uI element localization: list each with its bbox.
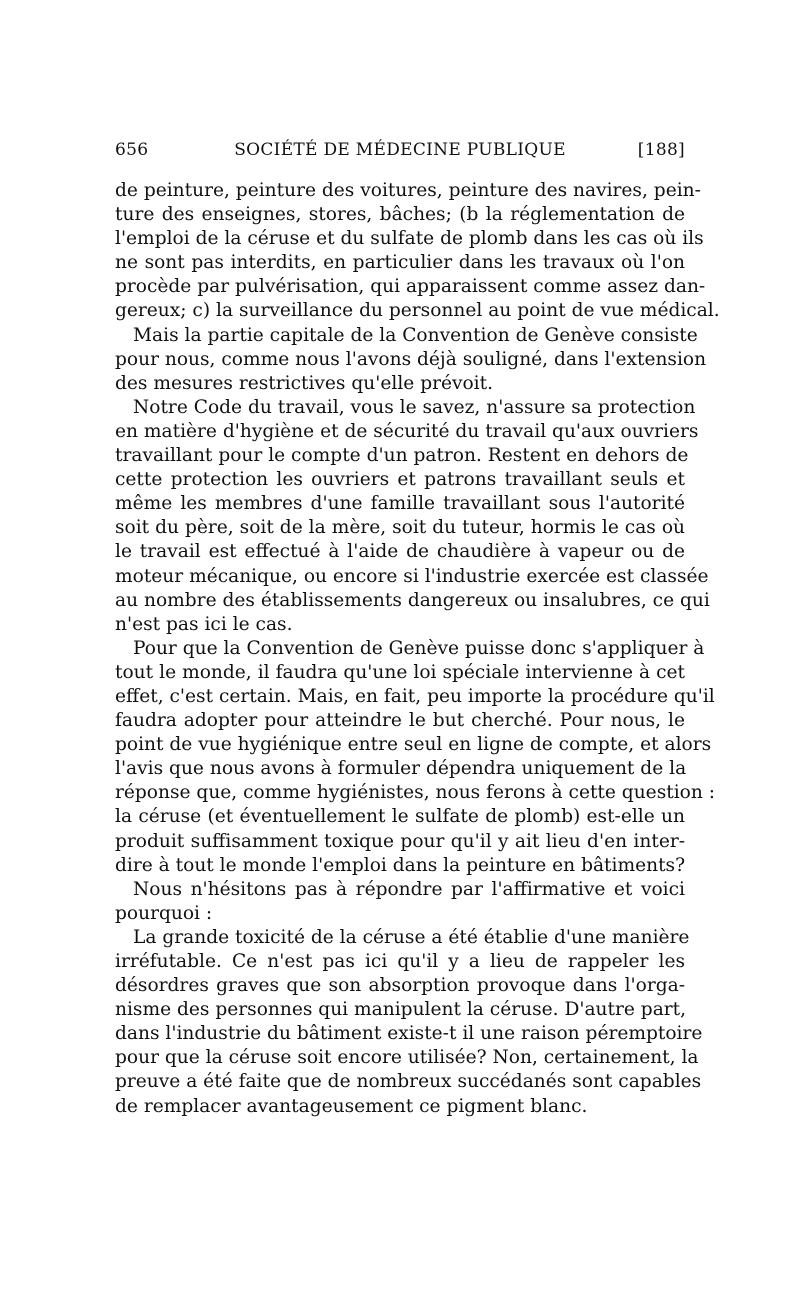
text-line: La grande toxicité de la céruse a été établie d'une manière bbox=[133, 926, 690, 948]
text-line: l'emploi de la céruse et du sulfate de plomb dans les cas où ils bbox=[115, 228, 704, 250]
text-line: la céruse (et éventuellement le sulfate de plomb) est-elle un bbox=[115, 806, 685, 828]
text-line: réponse que, comme hygiénistes, nous ferons à cette question : bbox=[115, 782, 715, 804]
text-line: travaillant pour le compte d'un patron. Restent en dehors de bbox=[115, 445, 689, 467]
text-line: même les membres d'une famille travaillant sous l'autorité bbox=[115, 493, 685, 515]
text-line: au nombre des établissements dangereux ou insalubres, ce qui bbox=[115, 589, 710, 611]
paragraph bbox=[115, 179, 720, 324]
text-line: pour que la céruse soit encore utilisée? Non, certainement, la bbox=[115, 1047, 699, 1069]
paragraph bbox=[115, 878, 685, 926]
bracketed-page-number: [188] bbox=[637, 140, 685, 160]
text-line: tout le monde, il faudra qu'une loi spéciale intervienne à cet bbox=[115, 661, 685, 683]
text-line: Pour que la Convention de Genève puisse donc s'appliquer à bbox=[133, 637, 705, 659]
text-line: cette protection les ouvriers et patrons travaillant seuls et bbox=[115, 469, 685, 491]
text-line: de peinture, peinture des voitures, peinture des navires, pein- bbox=[115, 180, 701, 201]
text-line: moteur mécanique, ou encore si l'industrie exercée est classée bbox=[115, 565, 709, 587]
text-line: Notre Code du travail, vous le savez, n'assure sa protection bbox=[133, 396, 696, 418]
text-line: désordres graves que son absorption provoque dans l'orga- bbox=[115, 975, 685, 997]
text-line: ture des enseignes, stores, bâches; (b la réglementation de bbox=[115, 204, 685, 226]
text-line: ne sont pas interdits, en particulier dans les travaux où l'on bbox=[115, 252, 685, 274]
text-line: pour nous, comme nous l'avons déjà souligné, dans l'extension bbox=[115, 348, 707, 370]
text-line: soit du père, soit de la mère, soit du tuteur, hormis le cas où bbox=[115, 517, 685, 539]
paragraph bbox=[115, 926, 703, 1119]
text-line: effet, c'est certain. Mais, en fait, peu importe la procédure qu'il bbox=[115, 685, 715, 707]
body-text bbox=[115, 179, 720, 1119]
running-head bbox=[115, 138, 685, 162]
text-line: nisme des personnes qui manipulent la céruse. D'autre part, bbox=[115, 999, 687, 1021]
text-line: procède par pulvérisation, qui apparaissent comme assez dan- bbox=[115, 276, 706, 298]
text-line: Nous n'hésitons pas à répondre par l'affirmative et voici bbox=[133, 878, 685, 900]
running-title: SOCIÉTÉ DE MÉDECINE PUBLIQUE bbox=[234, 140, 566, 160]
text-line: pourquoi : bbox=[115, 902, 213, 924]
text-line: l'avis que nous avons à formuler dépendra uniquement de la bbox=[115, 758, 687, 780]
document-page bbox=[115, 138, 720, 1119]
text-line: point de vue hygiénique entre seul en ligne de compte, et alors bbox=[115, 734, 712, 756]
text-line: dans l'industrie du bâtiment existe-t il une raison péremptoire bbox=[115, 1023, 703, 1045]
paragraph bbox=[115, 396, 710, 637]
text-line: n'est pas ici le cas. bbox=[115, 613, 293, 635]
text-line: produit suffisamment toxique pour qu'il y ait lieu d'en inter- bbox=[115, 830, 685, 852]
text-line: de remplacer avantageusement ce pigment blanc. bbox=[115, 1095, 588, 1117]
paragraph bbox=[115, 324, 707, 396]
page-number: 656 bbox=[115, 140, 149, 160]
text-line: gereux; c) la surveillance du personnel au point de vue médical. bbox=[115, 300, 720, 322]
text-line: Mais la partie capitale de la Convention de Genève consiste bbox=[133, 324, 698, 346]
text-line: le travail est effectué à l'aide de chaudière à vapeur ou de bbox=[115, 541, 685, 563]
text-line: des mesures restrictives qu'elle prévoit. bbox=[115, 372, 494, 394]
text-line: irréfutable. Ce n'est pas ici qu'il y a lieu de rappeler les bbox=[115, 951, 685, 972]
text-line: dire à tout le monde l'emploi dans la peinture en bâtiments? bbox=[115, 854, 686, 876]
text-line: en matière d'hygiène et de sécurité du travail qu'aux ouvriers bbox=[115, 420, 699, 442]
text-line: preuve a été faite que de nombreux succédanés sont capables bbox=[115, 1071, 702, 1093]
paragraph bbox=[115, 637, 715, 878]
text-line: faudra adopter pour atteindre le but cherché. Pour nous, le bbox=[115, 710, 685, 732]
